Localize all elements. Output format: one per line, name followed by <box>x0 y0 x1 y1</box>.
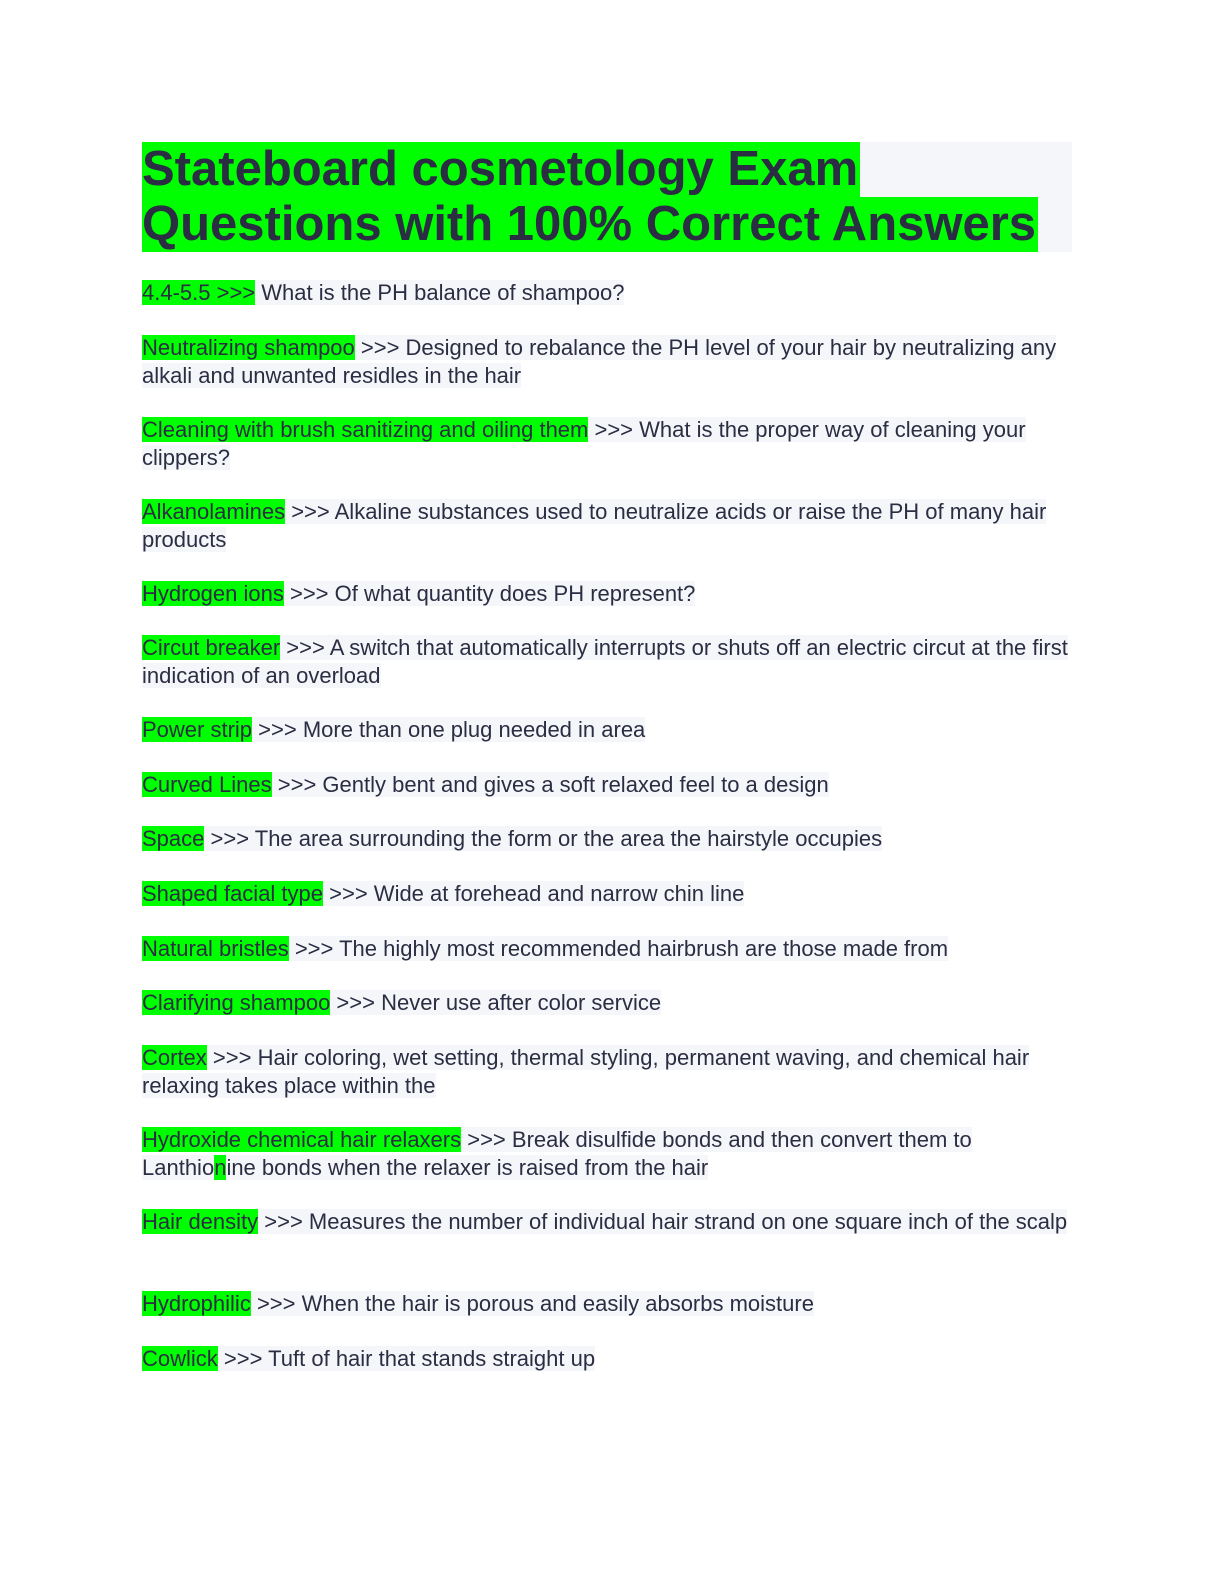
answer-term: Hydroxide chemical hair relaxers <box>142 1127 462 1152</box>
qa-item <box>142 279 1072 307</box>
question-text: >>> Of what quantity does PH represent? <box>283 581 696 606</box>
answer-term: Cleaning with brush sanitizing and oiling them <box>142 417 589 442</box>
question-text: >>> The highly most recommended hairbrush are those made from <box>288 936 949 961</box>
answer-term: 4.4-5.5 >>> <box>142 280 256 305</box>
qa-item <box>142 580 1072 608</box>
document-page <box>142 142 1072 252</box>
answer-term: Hydrogen ions <box>142 581 284 606</box>
qa-item <box>142 1126 1072 1182</box>
qa-item <box>142 771 1072 799</box>
qa-item <box>142 989 1072 1017</box>
question-text: >>> More than one plug needed in area <box>252 717 646 742</box>
qa-item <box>142 634 1072 690</box>
question-text: >>> The area surrounding the form or the area the hairstyle occupies <box>204 826 883 851</box>
qa-item <box>142 416 1072 472</box>
answer-term: Hair density <box>142 1209 259 1234</box>
question-text: >>> Measures the number of individual hair strand on one square inch of the scalp <box>258 1209 1068 1234</box>
qa-item <box>142 935 1072 963</box>
qa-item <box>142 334 1072 390</box>
answer-term: Shaped facial type <box>142 881 324 906</box>
qa-item <box>142 1345 1072 1373</box>
qa-item <box>142 1290 1072 1318</box>
question-text: >>> Wide at forehead and narrow chin line <box>323 881 745 906</box>
answer-term: Neutralizing shampoo <box>142 335 355 360</box>
qa-item <box>142 825 1072 853</box>
question-text: >>> Hair coloring, wet setting, thermal styling, permanent waving, and chemical hair relaxing takes place within the <box>142 1045 1030 1098</box>
title-line-1: Stateboard cosmetology Exam <box>142 142 859 196</box>
qa-item <box>142 1208 1072 1236</box>
question-text: >>> What is the proper way of cleaning your clippers? <box>142 417 1026 470</box>
document-title <box>142 142 1072 252</box>
qa-item <box>142 1044 1072 1100</box>
answer-term: Alkanolamines <box>142 499 286 524</box>
answer-term: Hydrophilic <box>142 1291 251 1316</box>
answer-term: Circut breaker <box>142 635 281 660</box>
answer-term: Clarifying shampoo <box>142 990 331 1015</box>
question-text-part: ine bonds when the relaxer is raised from the hair <box>226 1155 709 1180</box>
answer-term: Space <box>142 826 205 851</box>
question-text-part: >>> Break disulfide bonds and then convert them to Lanthio <box>142 1127 972 1180</box>
answer-term: Cowlick <box>142 1346 218 1371</box>
question-text: >>> Designed to rebalance the PH level of your hair by neutralizing any alkali and unwanted residles in the hair <box>142 335 1057 388</box>
question-text: What is the PH balance of shampoo? <box>255 280 625 305</box>
question-text: >>> Alkaline substances used to neutralize acids or raise the PH of many hair products <box>142 499 1047 552</box>
question-text: >>> When the hair is porous and easily absorbs moisture <box>250 1291 814 1316</box>
qa-item <box>142 716 1072 744</box>
title-line-2: Questions with 100% Correct Answers <box>142 197 1037 251</box>
question-text: >>> Tuft of hair that stands straight up <box>217 1346 596 1371</box>
qa-item <box>142 498 1072 554</box>
highlight-mark: n <box>214 1155 227 1180</box>
answer-term: Natural bristles <box>142 936 289 961</box>
answer-term: Cortex <box>142 1045 207 1070</box>
question-text: >>> Never use after color service <box>330 990 662 1015</box>
answer-term: Curved Lines <box>142 772 272 797</box>
qa-item <box>142 880 1072 908</box>
question-text: >>> Gently bent and gives a soft relaxed feel to a design <box>271 772 829 797</box>
answer-term: Power strip <box>142 717 253 742</box>
question-text: >>> A switch that automatically interrupts or shuts off an electric circut at the first indication of an overload <box>142 635 1068 688</box>
